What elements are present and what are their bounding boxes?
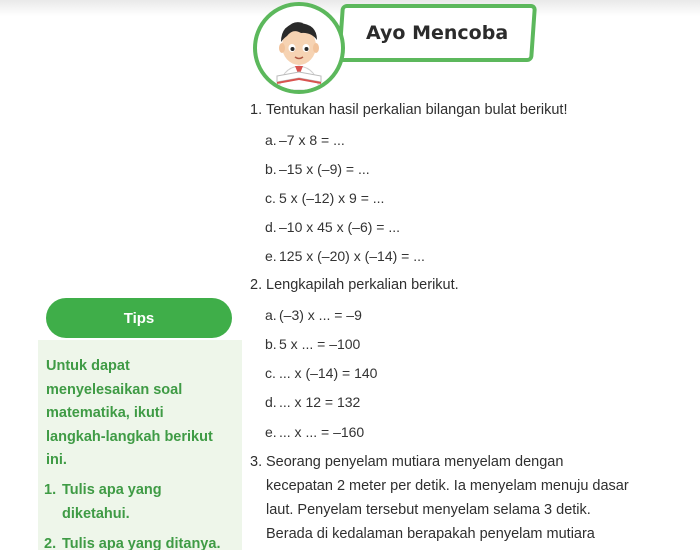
avatar <box>253 2 345 94</box>
question-1 <box>250 100 567 120</box>
list-item: c. ... x (–14) = 140 <box>265 365 378 381</box>
question-number: 2. <box>250 277 263 293</box>
list-item: e. ... x ... = –160 <box>265 424 365 440</box>
list-item: e. 125 x (–20) x (–14) = ... <box>265 248 425 264</box>
question-number: 3. <box>250 454 263 470</box>
tips-intro: Untuk dapat menyelesaikan soal matematika, ikuti langkah-langkah berikut ini. <box>46 358 213 468</box>
list-item: d. –10 x 45 x (–6) = ... <box>265 219 401 235</box>
tips-step-2: 2. Tulis apa yang ditanya. <box>44 536 221 550</box>
question-line: laut. Penyelam tersebut menyelam selama 3 detik. <box>266 502 591 518</box>
section-title: Ayo Mencoba <box>365 22 509 44</box>
tips-label-box <box>46 298 232 338</box>
question-number: 1. <box>250 102 263 118</box>
list-item: a. –7 x 8 = ... <box>265 132 345 148</box>
question-text: Tentukan hasil perkalian bilangan bulat berikut! <box>266 102 568 118</box>
title-banner <box>337 4 537 62</box>
list-item: c. 5 x (–12) x 9 = ... <box>265 190 385 206</box>
tips-step-1: 1. Tulis apa yang diketahui. <box>44 482 162 522</box>
list-item: b. –15 x (–9) = ... <box>265 161 370 177</box>
tips-label: Tips <box>123 309 155 327</box>
list-item: d. ... x 12 = 132 <box>265 394 361 410</box>
list-item: b. 5 x ... = –100 <box>265 336 361 352</box>
question-2 <box>250 275 459 295</box>
boy-reading-icon <box>257 6 341 90</box>
question-line: kecepatan 2 meter per detik. Ia menyelam menuju dasar <box>266 478 629 494</box>
question-line: Seorang penyelam mutiara menyelam dengan <box>266 454 564 470</box>
list-item: a. (–3) x ... = –9 <box>265 307 362 323</box>
question-line: Berada di kedalaman berapakah penyelam mutiara <box>266 526 595 542</box>
question-3 <box>250 452 563 472</box>
question-text: Lengkapilah perkalian berikut. <box>266 277 459 293</box>
